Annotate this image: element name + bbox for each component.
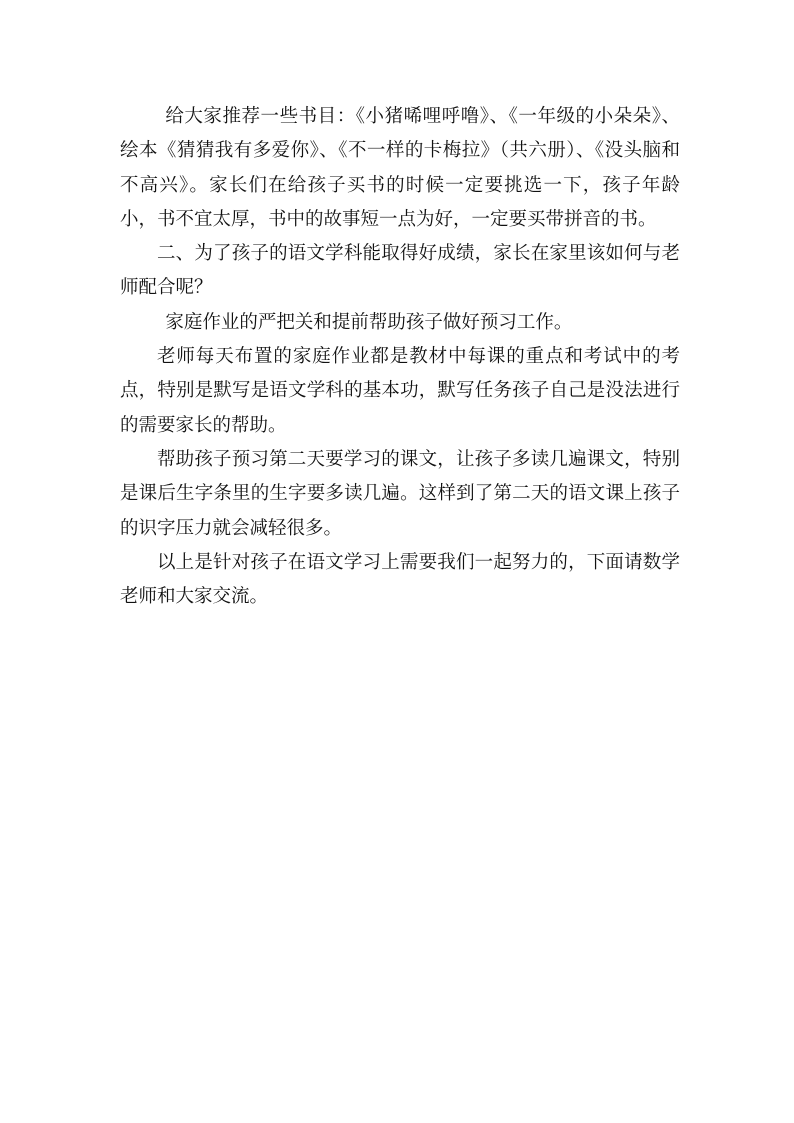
paragraph-homework-summary: 家庭作业的严把关和提前帮助孩子做好预习工作。 <box>165 311 573 333</box>
paragraph-book-recommendations: 给大家推荐一些书目：《小猪唏哩呼噜》、《一年级的小朵朵》、绘本《猜猜我有多爱你》、《不一样的卡梅拉》（共六册）、《没头脑和不高兴》。家长们在给孩子买书的时候一定要挑选一下，孩子年龄小，书不宜太厚，书中的故事短一点为好，一定要买带拼音的书。 <box>120 106 680 230</box>
paragraph-section-heading-two: 二、为了孩子的语文学科能取得好成绩，家长在家里该如何与老师配合呢？ <box>120 243 680 299</box>
paragraph-closing: 以上是针对孩子在语文学习上需要我们一起努力的，下面请数学老师和大家交流。 <box>120 551 680 608</box>
paragraph-preview-lessons: 帮助孩子预习第二天要学习的课文，让孩子多读几遍课文，特别是课后生字条里的生字要多读几遍。这样到了第二天的语文课上孩子的识字压力就会减轻很多。 <box>120 448 680 539</box>
document-body <box>120 100 680 614</box>
paragraph-homework-details: 老师每天布置的家庭作业都是教材中每课的重点和考试中的考点，特别是默写是语文学科的基本功，默写任务孩子自己是没法进行的需要家长的帮助。 <box>120 346 680 436</box>
